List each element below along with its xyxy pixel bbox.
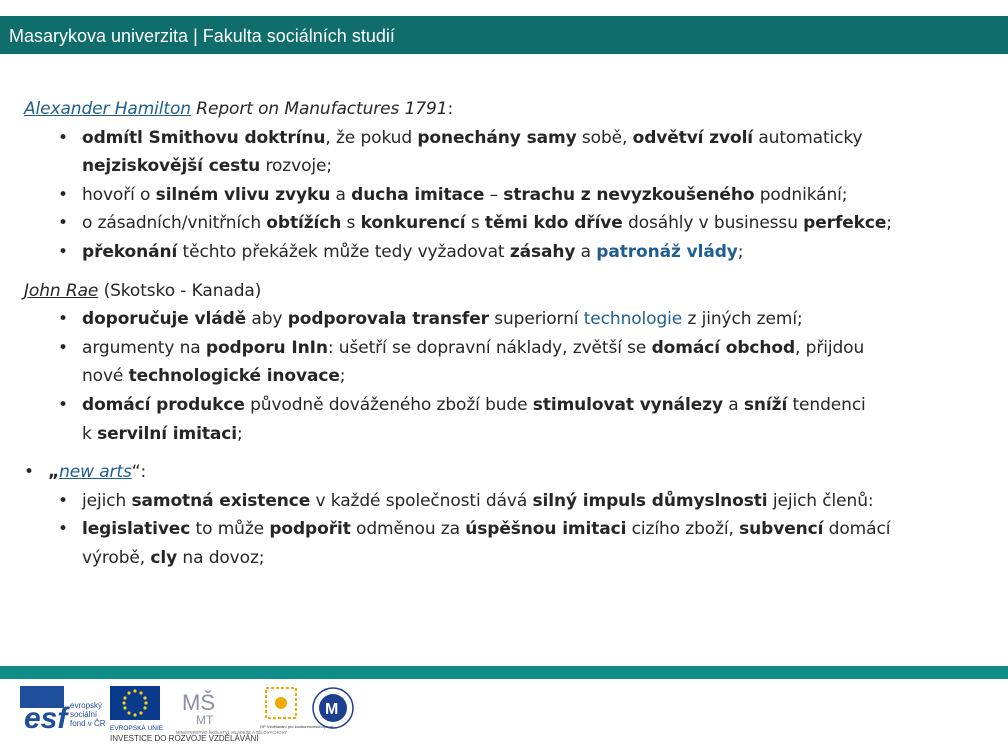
text-bold: překonání [82, 241, 178, 262]
text: v každé společnosti dává [310, 490, 533, 511]
text: těchto překážek může tedy vyžadovat [177, 241, 510, 262]
text: jejich členů: [767, 490, 874, 511]
text-bold: nejziskovější cestu [82, 156, 261, 177]
footer-bar [0, 666, 1008, 679]
hamilton-heading [24, 95, 984, 124]
close-quote: “: [131, 462, 147, 483]
text-bold: strachu z nevyzkoušeného [503, 184, 755, 205]
op-vk-logo [258, 684, 334, 740]
text: argumenty na [82, 337, 206, 358]
esf-line-1: evropský [70, 701, 103, 710]
eu-flag-logo [108, 686, 164, 738]
text: ; [236, 423, 243, 444]
text: – [484, 184, 504, 205]
text-bold: ponechány samy [417, 127, 577, 148]
rae-author: John Rae [24, 280, 99, 301]
text: a [330, 184, 352, 205]
text: výrobě, [82, 547, 151, 568]
footer-caption: INVESTICE DO ROZVOJE VZDĚLÁVÁNÍ [110, 734, 259, 743]
text: ; [886, 213, 892, 234]
rae-heading [24, 277, 984, 306]
list-item [24, 209, 984, 238]
text: s [341, 213, 361, 234]
hamilton-author: Alexander Hamilton [24, 99, 191, 119]
text: , že pokud [325, 127, 418, 148]
text-bold: podporovala transfer [287, 309, 489, 330]
text-bold: technologické inovace [128, 366, 340, 387]
text: sobě, [576, 127, 633, 148]
msmt-logo [172, 684, 288, 740]
text-bold: stimulovat vynálezy [532, 394, 723, 415]
text: na dovoz; [177, 547, 265, 568]
page-title: Masarykova univerzita | Fakulta sociálních studií [9, 26, 395, 46]
text-bold: subvencí [739, 519, 824, 540]
text: to může [190, 519, 270, 540]
text: nové [82, 366, 129, 387]
list-item [24, 515, 984, 572]
text: a [575, 241, 597, 262]
list-item [24, 391, 984, 448]
text: , přijdou [795, 337, 865, 358]
text-bold: doporučuje vládě [82, 309, 247, 330]
esf-line-2: sociální [70, 710, 98, 719]
text-bold: domácí obchod [651, 337, 796, 358]
spacer [24, 267, 984, 277]
text-blue: technologie [583, 309, 683, 330]
msmt-label: MINISTERSTVO ŠKOLSTVÍ, MLÁDEŽE A TĚLOVÝCHOVY [176, 730, 288, 735]
list-item [24, 124, 984, 181]
text-bold: perfekce [803, 213, 887, 234]
svg-text:esf: esf [24, 702, 68, 735]
text: : ušetří se dopravní náklady, zvětší se [327, 337, 652, 358]
text: domácí [823, 519, 891, 540]
text: podnikání; [754, 184, 848, 205]
spacer [24, 448, 984, 458]
newarts-heading [24, 458, 984, 487]
text-bold: zásahy [509, 241, 576, 262]
svg-text:MT: MT [196, 713, 214, 727]
list-item [24, 305, 984, 334]
list-item [24, 238, 984, 267]
text-bold: legislativec [82, 519, 191, 540]
text: rozvoje; [260, 156, 333, 177]
text-bold-blue: patronáž vlády [596, 241, 738, 262]
rae-origin: (Skotsko - Kanada) [98, 280, 262, 301]
hamilton-work: Report on Manufactures 1791 [190, 99, 448, 119]
text-bold: odmítl Smithovu doktrínu [82, 127, 326, 148]
text-bold: konkurencí [360, 213, 466, 234]
svg-text:MŠ: MŠ [182, 690, 215, 715]
text: z jiných zemí; [682, 309, 803, 330]
text: superiorní [488, 309, 584, 330]
text: k [82, 423, 98, 444]
text-bold: silném vlivu zvyku [155, 184, 331, 205]
text: a [722, 394, 744, 415]
text-bold: servilní imitaci [97, 423, 237, 444]
text: dosáhly v businessu [622, 213, 804, 234]
esf-line-3: fond v ČR [70, 719, 106, 728]
text-bold: ducha imitace [351, 184, 485, 205]
text: původně dováženého zboží bude [244, 394, 533, 415]
text-bold: úspěšnou imitaci [465, 519, 627, 540]
text: s [465, 213, 485, 234]
text: ; [339, 366, 346, 387]
text-bold: cly [150, 547, 178, 568]
text: cizího zboží, [626, 519, 740, 540]
list-item [24, 181, 984, 210]
text: ; [737, 241, 744, 262]
text-bold: sníží [743, 394, 788, 415]
eu-label: EVROPSKÁ UNIE [110, 725, 164, 732]
op-label: OP Vzdělávání pro konkurenceschopnost [260, 724, 334, 729]
text-bold: silný impuls důmyslnosti [532, 490, 768, 511]
text: automaticky [753, 127, 863, 148]
text-bold: In [309, 337, 328, 358]
text: aby [246, 309, 288, 330]
esf-logo [18, 684, 106, 744]
text-bold: domácí produkce [82, 394, 245, 415]
open-quote: „ [48, 462, 60, 483]
hamilton-colon: : [447, 99, 454, 119]
text-bold: podporu In [205, 337, 310, 358]
text: odměnou za [350, 519, 466, 540]
text: hovoří o [82, 184, 156, 205]
text: tendenci [787, 394, 866, 415]
text-bold: obtížích [266, 213, 342, 234]
text-bold: samotná existence [131, 490, 311, 511]
text-bold: odvětví zvolí [632, 127, 754, 148]
mu-logo [310, 684, 356, 734]
text-bold: podpořit [269, 519, 351, 540]
list-item [24, 334, 984, 391]
text-bold: těmi kdo dříve [484, 213, 623, 234]
slide-content [24, 95, 984, 573]
text: jejich [82, 490, 132, 511]
text: o zásadních/vnitřních [82, 213, 267, 234]
svg-text:M: M [325, 701, 339, 718]
list-item [24, 487, 984, 516]
newarts-label: new arts [59, 462, 132, 483]
